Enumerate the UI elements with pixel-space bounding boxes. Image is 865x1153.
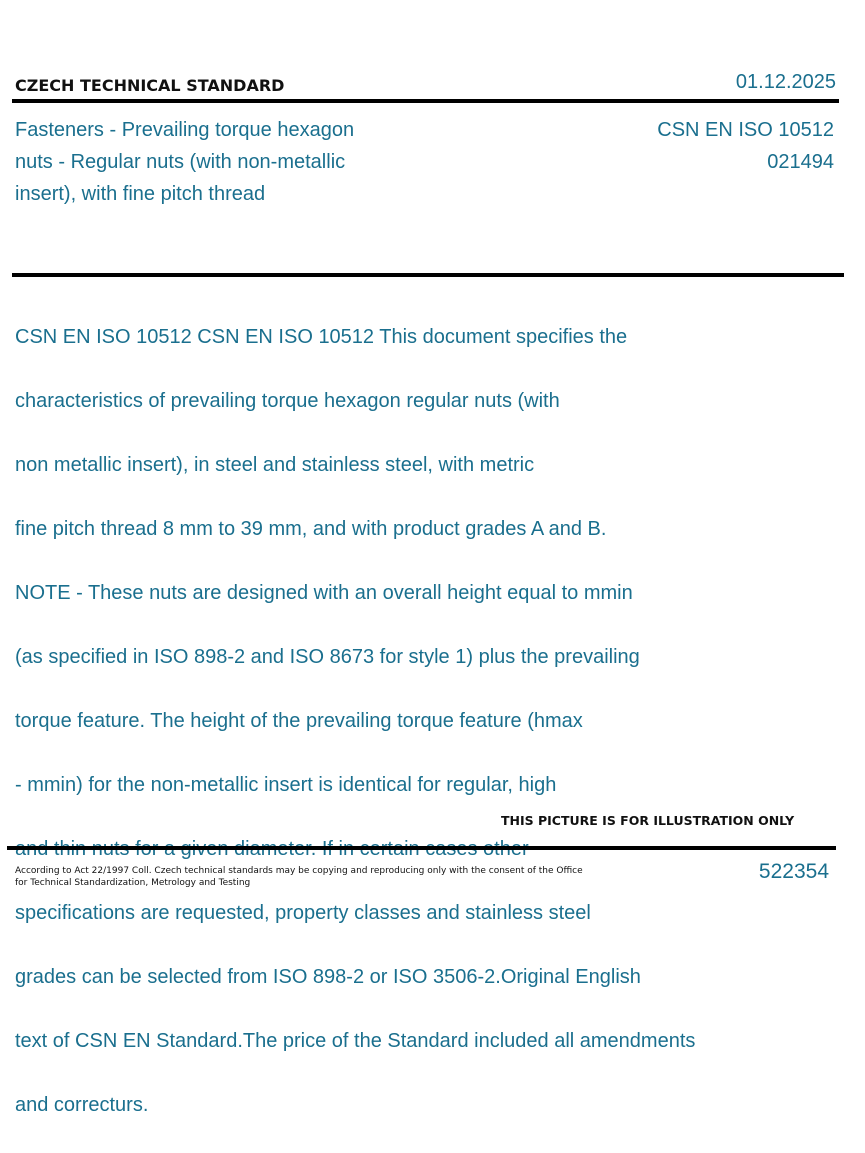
- description-line: torque feature. The height of the prevailing torque feature (hmax: [15, 710, 583, 732]
- description-line: specifications are requested, property classes and stainless steel: [15, 902, 591, 924]
- description-line: fine pitch thread 8 mm to 39 mm, and with product grades A and B.: [15, 518, 607, 540]
- description-line: (as specified in ISO 898-2 and ISO 8673 for style 1) plus the prevailing: [15, 646, 640, 668]
- description-line: grades can be selected from ISO 898-2 or ISO 3506-2.Original English: [15, 966, 641, 988]
- standard-code: CSN EN ISO 10512: [657, 119, 834, 141]
- section-rule: [12, 273, 844, 277]
- footer-id: 522354: [758, 860, 829, 883]
- header-date: 01.12.2025: [735, 71, 836, 93]
- description-line: CSN EN ISO 10512 CSN EN ISO 10512 This document specifies the: [15, 326, 628, 348]
- footer-rule: [7, 846, 836, 850]
- description-line: - mmin) for the non-metallic insert is identical for regular, high: [15, 774, 557, 796]
- header-rule: [12, 99, 839, 103]
- footer-legal-line: According to Act 22/1997 Coll. Czech technical standards may be copying and reproducing only with the consent of the Office: [15, 866, 583, 876]
- header-title: CZECH TECHNICAL STANDARD: [15, 76, 285, 95]
- standard-title-line: insert), with fine pitch thread: [15, 183, 266, 205]
- standard-title: [15, 114, 435, 210]
- illustration-note: THIS PICTURE IS FOR ILLUSTRATION ONLY: [501, 813, 795, 828]
- footer-legal-note: [15, 865, 615, 889]
- description-line: characteristics of prevailing torque hexagon regular nuts (with: [15, 390, 560, 412]
- footer-legal-line: for Technical Standardization, Metrology and Testing: [15, 878, 251, 888]
- description-line: non metallic insert), in steel and stainless steel, with metric: [15, 454, 535, 476]
- standard-title-line: Fasteners - Prevailing torque hexagon: [15, 119, 355, 141]
- description-line: text of CSN EN Standard.The price of the Standard included all amendments: [15, 1030, 696, 1052]
- description-line: NOTE - These nuts are designed with an overall height equal to mmin: [15, 582, 633, 604]
- description-text: [15, 289, 795, 1153]
- description-line: and correcturs.: [15, 1094, 149, 1116]
- standard-number: 021494: [767, 151, 834, 173]
- standard-code-block: [657, 114, 834, 178]
- standard-title-line: nuts - Regular nuts (with non-metallic: [15, 151, 346, 173]
